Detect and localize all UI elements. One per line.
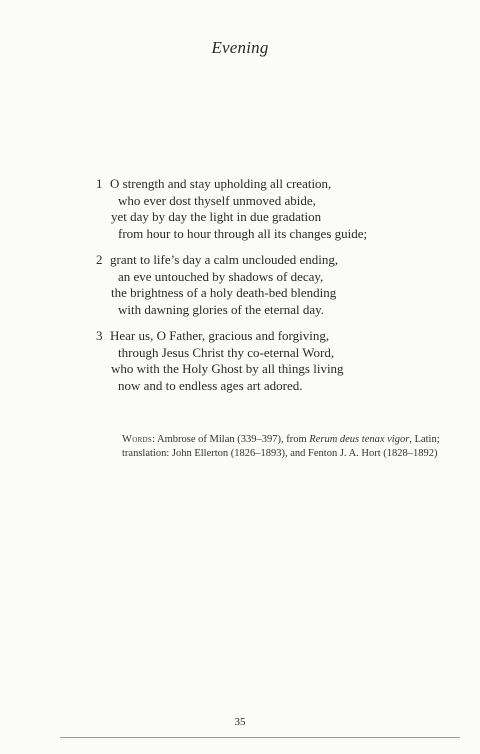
hymn-credits [122,433,462,461]
stanza-line: from hour to hour through all its changes guide; [118,225,368,241]
stanza-number: 2 [96,252,103,267]
stanza-line: an eve untouched by shadows of decay, [118,268,324,284]
credits-line-2: translation: John Ellerton (1826–1893), and Fenton J. A. Hort (1828–1892) [122,448,438,459]
stanza-line: who ever dost thyself unmoved abide, [118,192,316,208]
credits-label: Words [122,434,153,445]
page-number: 35 [234,716,246,728]
stanza-line: yet day by day the light in due gradation [111,209,322,224]
stanza-list [96,176,426,404]
stanza-line: through Jesus Christ thy co-eternal Word, [118,344,335,360]
bottom-rule [60,737,460,738]
credits-author: : Ambrose of Milan (339–397), from [152,434,310,445]
stanza-line: grant to life’s day a calm unclouded ending, [110,252,339,267]
stanza-lines [110,176,426,242]
credits-language: , Latin; [409,434,440,445]
stanza-line: Hear us, O Father, gracious and forgiving, [110,328,330,343]
stanza-number: 1 [96,176,103,191]
stanza-lines [110,252,426,318]
page-title: Evening [211,38,269,57]
stanza-1 [96,176,426,242]
stanza-2 [96,252,426,318]
stanza-line: now and to endless ages art adored. [118,377,303,393]
stanza-line: the brightness of a holy death-bed blending [111,285,337,300]
stanza-line: with dawning glories of the eternal day. [118,301,325,317]
credits-source-title: Rerum deus tenax vigor [309,434,410,445]
stanza-line: O strength and stay upholding all creation, [110,176,332,191]
stanza-number: 3 [96,328,103,343]
stanza-3 [96,328,426,394]
stanza-lines [110,328,426,394]
credits-line-1 [122,433,462,447]
stanza-line: who with the Holy Ghost by all things living [111,361,344,376]
